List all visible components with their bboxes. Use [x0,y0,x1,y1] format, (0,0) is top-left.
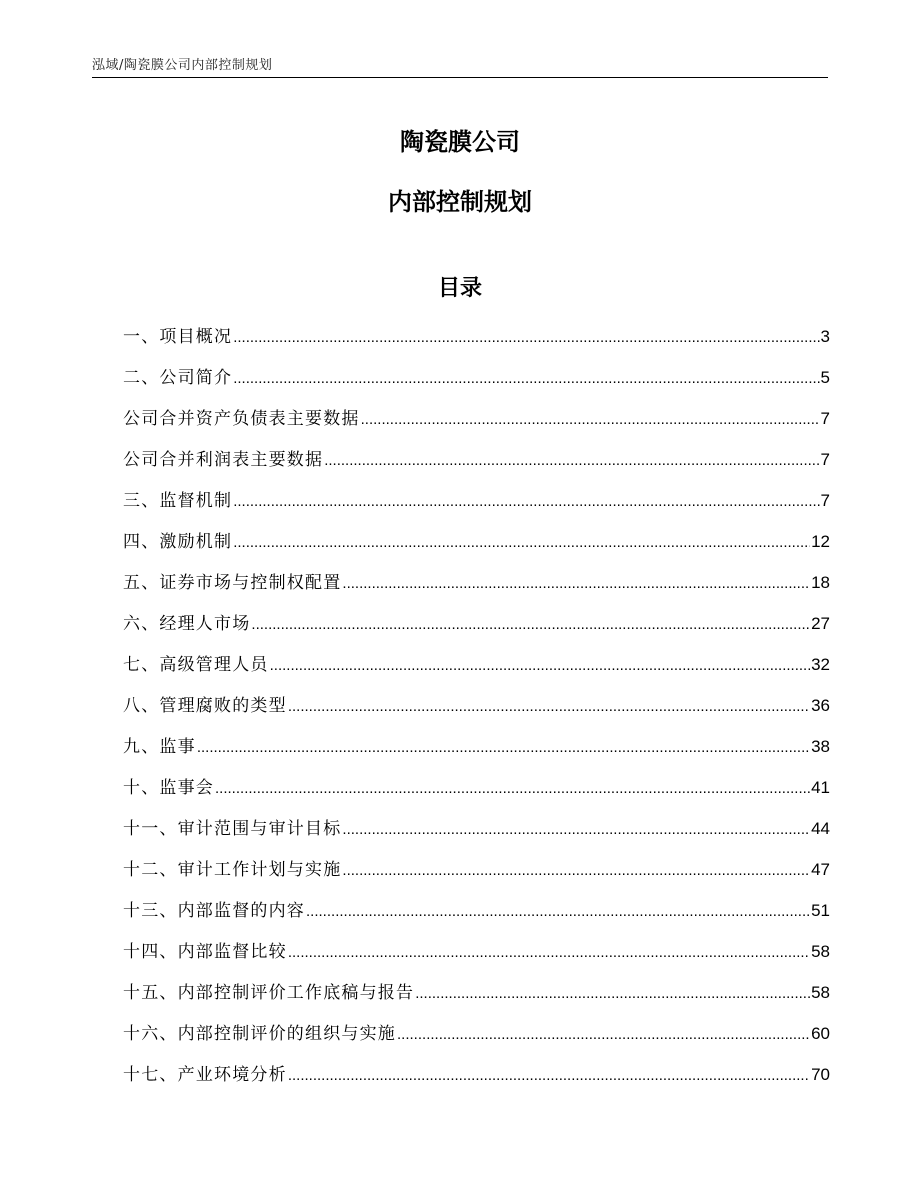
toc-entry[interactable] [123,404,830,445]
toc-dot-leader [306,897,810,927]
toc-entry-title: 高级管理人员 [159,655,269,675]
toc-entry[interactable] [123,1060,830,1101]
toc-dot-leader [233,364,819,394]
toc-entry[interactable] [123,937,830,978]
toc-entry-title: 内部监督的内容 [177,901,306,921]
toc-entry-page: 12 [811,532,830,551]
toc-entry-number: 十六、 [123,1024,178,1044]
toc-entry[interactable] [123,609,830,650]
header-divider [92,77,828,78]
toc-entry-number: 十四、 [123,942,178,962]
toc-dot-leader [270,651,810,681]
toc-entry-title: 内部控制评价的组织与实施 [177,1024,397,1044]
toc-entry[interactable] [123,322,830,363]
toc-dot-leader [197,733,810,763]
toc-entry-title: 审计范围与审计目标 [177,819,342,839]
toc-entry-page: 7 [820,450,830,469]
toc-entry-number: 十、 [123,778,160,798]
toc-entry-title: 证券市场与控制权配置 [159,573,342,593]
toc-entry[interactable] [123,445,830,486]
toc-entry-title: 管理腐败的类型 [159,696,287,716]
toc-dot-leader [397,1020,810,1050]
toc-entry-page: 47 [811,860,830,879]
toc-entry-title: 公司简介 [159,368,233,388]
toc-entry[interactable] [123,855,830,896]
toc-entry-page: 58 [811,942,830,961]
toc-entry-number: 十七、 [123,1065,178,1085]
toc-entry-title: 监事 [159,737,196,757]
toc-entry-title: 公司合并资产负债表主要数据 [123,409,360,429]
toc-entry-number: 七、 [123,655,160,675]
toc-entry-number: 三、 [123,491,160,511]
toc-entry-title: 内部控制评价工作底稿与报告 [177,983,415,1003]
toc-entry[interactable] [123,527,830,568]
toc-entry-page: 7 [820,409,830,428]
toc-entry-page: 58 [811,983,830,1002]
toc-entry-number: 九、 [123,737,160,757]
toc-entry[interactable] [123,814,830,855]
toc-entry-page: 44 [811,819,830,838]
toc-entry-page: 27 [811,614,830,633]
document-title-line1: 陶瓷膜公司 [400,128,520,156]
toc-entry-title: 激励机制 [159,532,233,552]
toc-entry[interactable] [123,568,830,609]
toc-entry[interactable] [123,978,830,1019]
toc-dot-leader [288,692,810,722]
running-header: 泓域/陶瓷膜公司内部控制规划 [92,58,273,73]
toc-entry-number: 八、 [123,696,160,716]
toc-entry-number: 六、 [123,614,160,634]
toc-entry[interactable] [123,691,830,732]
toc-heading: 目录 [437,276,482,301]
toc-entry[interactable] [123,896,830,937]
toc-entry-title: 项目概况 [159,327,233,347]
document-title-line2: 内部控制规划 [388,188,532,216]
toc-entry-number: 十一、 [123,819,178,839]
toc-dot-leader [342,856,810,886]
toc-entry[interactable] [123,650,830,691]
toc-dot-leader [288,938,810,968]
toc-dot-leader [324,446,819,476]
toc-entry-page: 60 [811,1024,830,1043]
toc-dot-leader [342,815,810,845]
toc-entry-title: 公司合并利润表主要数据 [123,450,324,470]
toc-entry-number: 十二、 [123,860,178,880]
toc-entry-page: 5 [820,368,830,387]
toc-entry-number: 十三、 [123,901,178,921]
toc-entry-page: 18 [811,573,830,592]
toc-dot-leader [342,569,810,599]
toc-entry[interactable] [123,363,830,404]
toc-entry-page: 7 [820,491,830,510]
toc-entry[interactable] [123,773,830,814]
toc-dot-leader [215,774,810,804]
toc-dot-leader [233,528,810,558]
toc-entry-page: 36 [811,696,830,715]
toc-entry-page: 38 [811,737,830,756]
toc-dot-leader [251,610,810,640]
toc-dot-leader [233,487,819,517]
toc-entry-page: 3 [820,327,830,346]
toc-dot-leader [288,1061,810,1091]
toc-entry[interactable] [123,486,830,527]
toc-entry-page: 41 [811,778,830,797]
toc-entry-page: 32 [811,655,830,674]
toc-entry-title: 监事会 [159,778,215,798]
toc-entry-page: 70 [811,1065,830,1084]
table-of-contents [123,322,830,1101]
toc-entry-number: 十五、 [123,983,178,1003]
toc-entry-number: 二、 [123,368,160,388]
toc-entry-title: 监督机制 [159,491,233,511]
toc-dot-leader [415,979,810,1009]
toc-entry-title: 内部监督比较 [177,942,287,962]
toc-dot-leader [361,405,820,435]
toc-entry-number: 五、 [123,573,160,593]
toc-entry-number: 四、 [123,532,160,552]
toc-entry-page: 51 [811,901,830,920]
toc-entry-title: 经理人市场 [159,614,251,634]
toc-dot-leader [233,323,819,353]
toc-entry-title: 产业环境分析 [177,1065,287,1085]
toc-entry-number: 一、 [123,327,160,347]
toc-entry[interactable] [123,732,830,773]
toc-entry[interactable] [123,1019,830,1060]
toc-entry-title: 审计工作计划与实施 [177,860,342,880]
